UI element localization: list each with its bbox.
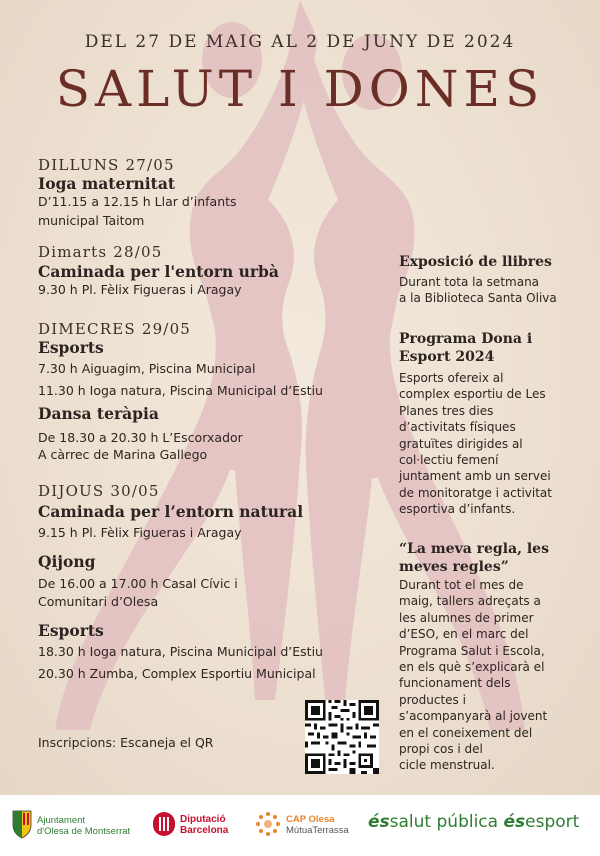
exhibition-line: a la Biblioteca Santa Oliva (399, 291, 557, 305)
monday-detail-2: municipal Taitom (38, 213, 145, 228)
program-line: col·lectiu femení (399, 453, 499, 467)
ajuntament-name: Ajuntament (37, 815, 86, 826)
program-line: complex esportiu de Les (399, 387, 546, 402)
footer-logos (0, 795, 600, 856)
wednesday-detail-4: A càrrec de Marina Gallego (38, 447, 208, 462)
activity-caminada-urba: Caminada per l'entorn urbà (38, 262, 279, 281)
es-salut-publica-logo (368, 812, 579, 832)
cap-name: CAP Olesa (286, 814, 335, 825)
program-line: d’activitats físiques (399, 420, 516, 435)
wednesday-detail-3: De 18.30 a 20.30 h L’Escorxador (38, 430, 243, 445)
wednesday-detail-1: 7.30 h Aiguagim, Piscina Municipal (38, 361, 256, 376)
rule-line: en els què s’explicarà el (399, 660, 545, 674)
thursday-detail-1: 9.15 h Pl. Fèlix Figueras i Aragay (38, 525, 242, 540)
tuesday-detail-1: 9.30 h Pl. Fèlix Figueras i Aragay (38, 282, 242, 297)
diputacio-city: Barcelona (180, 825, 229, 836)
rule-line: en el coneixement del (399, 725, 533, 740)
program-line: juntament amb un servei (399, 469, 551, 484)
program-line: Planes tres dies (399, 403, 494, 418)
rule-line: propi cos i del (399, 742, 483, 756)
wednesday-detail-2: 11.30 h Ioga natura, Piscina Municipal d’Estiu (38, 383, 323, 398)
program-line: esportiva d’infants. (399, 502, 516, 517)
day-monday: DILLUNS 27/05 (38, 156, 175, 174)
thursday-detail-4: 18.30 h Ioga natura, Piscina Municipal d’Estiu (38, 644, 323, 659)
rule-line: s’acompanyarà al jovent (399, 709, 548, 724)
program-title: Esport 2024 (399, 349, 495, 365)
qr-code[interactable] (305, 700, 379, 774)
thursday-detail-5: 20.30 h Zumba, Complex Esportiu Municipal (38, 666, 316, 681)
rule-line: les alumnes de primer (399, 610, 534, 625)
activity-esports-wed: Esports (38, 338, 104, 357)
date-range: DEL 27 DE MAIG AL 2 DE JUNY DE 2024 (84, 32, 516, 52)
diputacio-name: Diputació (180, 814, 226, 825)
day-wednesday: DIMECRES 29/05 (38, 320, 192, 338)
cap-sun-icon (255, 811, 281, 837)
program-line: Esports ofereix al (399, 371, 504, 385)
registration-text: Inscripcions: Escaneja el QR (38, 735, 214, 750)
es-mark: és (503, 812, 526, 832)
page-title: SALUT I DONES (55, 60, 545, 118)
exhibition-title: Exposició de llibres (399, 254, 552, 270)
program-line: de monitoratge i activitat (399, 485, 552, 500)
rule-workshop-title: meves regles” (399, 559, 509, 575)
thursday-detail-2: De 16.00 a 17.00 h Casal Cívic i (38, 576, 238, 591)
day-thursday: DIJOUS 30/05 (38, 482, 160, 500)
activity-dansa-terapia: Dansa teràpia (38, 404, 159, 423)
es-mark: és (368, 812, 390, 832)
rule-line: Durant tot el mes de (399, 578, 524, 592)
esport-text: esport (525, 812, 580, 832)
rule-line: d’ESO, en el marc del (399, 627, 529, 642)
rule-line: Programa Salut i Escola, (399, 643, 545, 658)
ajuntament-place: d'Olesa de Montserrat (37, 826, 131, 837)
program-line: gratuïtes dirigides al (399, 436, 523, 451)
ajuntament-shield-icon (11, 809, 33, 839)
activity-ioga-maternitat: Ioga maternitat (38, 174, 176, 193)
diputacio-logo-icon (152, 811, 176, 837)
rule-line: funcionament dels (399, 676, 511, 691)
cap-mutua: MútuaTerrassa (286, 825, 349, 836)
day-tuesday: Dimarts 28/05 (38, 243, 163, 261)
monday-detail-1: D’11.15 a 12.15 h Llar d’infants (38, 194, 237, 209)
rule-line: productes i (399, 692, 466, 707)
activity-esports-thu: Esports (38, 621, 104, 640)
program-title: Programa Dona i (399, 331, 533, 347)
rule-line: maig, tallers adreçats a (399, 594, 541, 609)
exhibition-line: Durant tota la setmana (399, 275, 540, 289)
activity-qijong: Qijong (38, 552, 96, 571)
rule-workshop-title: “La meva regla, les (399, 541, 549, 557)
thursday-detail-3: Comunitari d’Olesa (38, 594, 159, 609)
activity-caminada-natural: Caminada per l’entorn natural (38, 502, 304, 521)
rule-line: cicle menstrual. (399, 758, 495, 773)
salut-publica-text: salut pública (389, 812, 499, 832)
